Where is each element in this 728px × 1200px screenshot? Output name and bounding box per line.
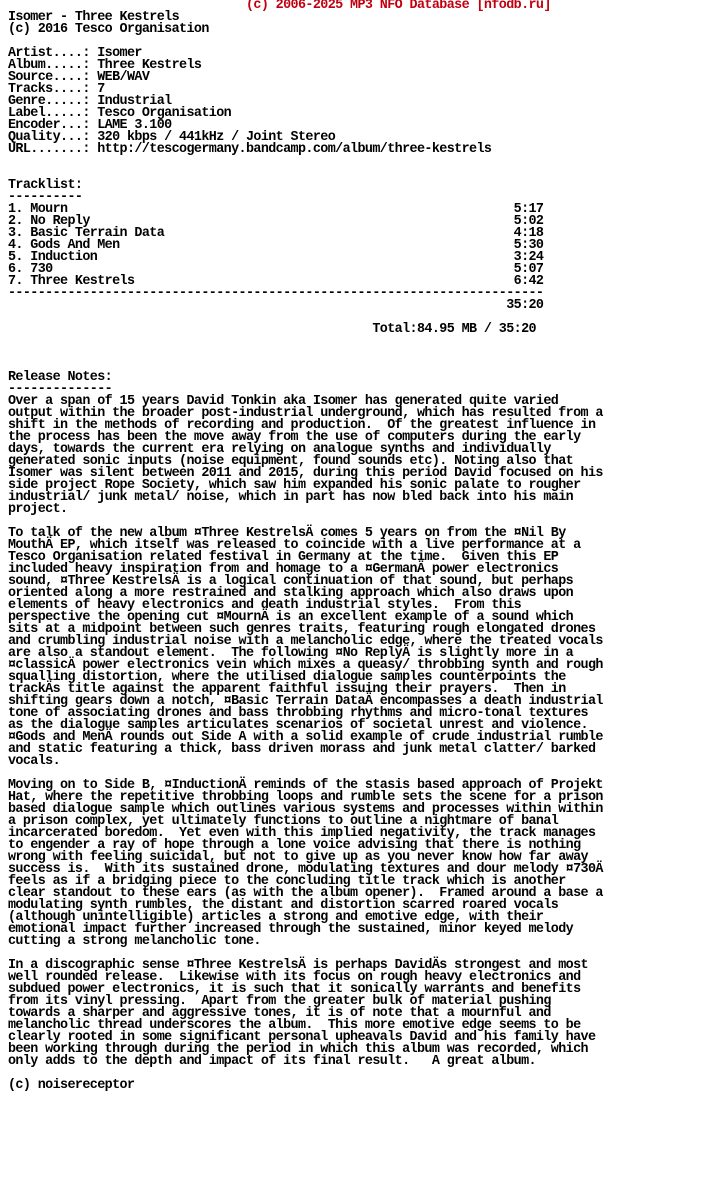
nfo-line: Tracks....: 7 [8, 82, 105, 97]
nfo-line: sits at a midpoint between such genres traits, featuring rough elongated drones [8, 622, 596, 637]
nfo-line: 6. 730 5:07 [8, 262, 544, 277]
nfo-line: only adds to the depth and impact of its final result. A great album. [8, 1054, 536, 1069]
nfo-line: ---------- [8, 190, 83, 205]
nfo-line: industrial/ junk metal/ noise, which in part has now bled back into his main [8, 490, 574, 505]
nfo-line: squalling distortion, where the utilised dialogue samples counterpoints the [8, 670, 566, 685]
nfo-line: 2. No Reply 5:02 [8, 214, 544, 229]
nfo-line: project. [8, 502, 68, 517]
nfo-line: tone of associating drones and bass throbbing rhythms and micro-tonal textures [8, 706, 588, 721]
nfo-line: (c) noisereceptor [8, 1078, 135, 1093]
nfo-line: 1. Mourn 5:17 [8, 202, 544, 217]
nfo-line: and static featuring a thick, bass driven morass and junk metal clatter/ barked [8, 742, 596, 757]
nfo-line: ------------------------------------------------------------------------ [8, 286, 544, 301]
nfo-line: Isomer - Three Kestrels [8, 10, 180, 25]
nfo-line: -------------- [8, 382, 113, 397]
nfo-line: incarcerated boredom. Yet even with this implied negativity, the track manages [8, 826, 596, 841]
nfo-line: based dialogue sample which outlines various systems and processes within within [8, 802, 603, 817]
nfo-line: well rounded release. Likewise with its focus on rough heavy electronics and [8, 970, 581, 985]
nfo-line: wrong with feeling suicidal, but not to give up as you never know how far away [8, 850, 588, 865]
nfo-line: Moving on to Side B, ¤InductionÄ reminds of the stasis based approach of Projekt [8, 778, 603, 793]
nfo-line: To talk of the new album ¤Three KestrelsÄ comes 5 years on from the ¤Nil By [8, 526, 566, 541]
nfo-line: side project Rope Society, which saw him expanded his sonic palate to rougher [8, 478, 581, 493]
nfo-line: success is. With its sustained drone, modulating textures and dour melody ¤730Ä [8, 862, 603, 877]
nfo-line: Source....: WEB/WAV [8, 70, 150, 85]
nfo-line: Genre.....: Industrial [8, 94, 172, 109]
nfo-line: elements of heavy electronics and death industrial styles. From this [8, 598, 522, 613]
nfo-line: the process has been the move away from the use of computers during the early [8, 430, 581, 445]
nfo-line: output within the broader post-industrial underground, which has resulted from a [8, 406, 603, 421]
nfo-line: oriented along a more restrained and stalking approach which also draws upon [8, 586, 574, 601]
nfo-line [8, 336, 728, 348]
nfo-line: Quality...: 320 kbps / 441kHz / Joint Stereo [8, 130, 336, 145]
nfo-line: URL.......: http://tescogermany.bandcamp.com/album/three-kestrels [8, 142, 492, 157]
nfo-line: and crumbling industrial noise with a melancholic edge, where the treated vocals [8, 634, 603, 649]
nfo-line: modulating synth rumbles, the distant and distortion scarred roared vocals [8, 898, 559, 913]
nfo-line [8, 168, 728, 180]
nfo-line: 7. Three Kestrels 6:42 [8, 274, 544, 289]
nfo-line: Release Notes: [8, 370, 113, 385]
nfo-line: towards a sharper and aggressive tones, it is of note that a mournful and [8, 1006, 551, 1021]
nfo-line: vocals. [8, 754, 61, 769]
nfo-line: trackÄs title against the apparent faithful issuing their prayers. Then in [8, 682, 566, 697]
nfo-line: MouthÄ EP, which itself was released to coincide with a live performance at a [8, 538, 581, 553]
nfo-line: ¤Gods and MenÄ rounds out Side A with a solid example of crude industrial rumble [8, 730, 603, 745]
nfo-line: (although unintelligible) articles a strong and emotive edge, with their [8, 910, 544, 925]
nfo-line: Over a span of 15 years David Tonkin aka Isomer has generated quite varied [8, 394, 559, 409]
nfo-line: Hat, where the repetitive throbbing loops and rumble sets the scene for a prison [8, 790, 603, 805]
nfo-line: as the dialogue samples articulates scenarios of societal unrest and violence. [8, 718, 588, 733]
nfo-line: 35:20 [8, 298, 544, 313]
nfo-line: 5. Induction 3:24 [8, 250, 544, 265]
nfo-line: perspective the opening cut ¤MournÄ is an excellent example of a sound which [8, 610, 574, 625]
nfo-line: Encoder...: LAME 3.100 [8, 118, 172, 133]
nfo-line: shifting gears down a notch, ¤Basic Terrain DataÄ encompasses a death industrial [8, 694, 603, 709]
nfo-line: included heavy inspiration from and homage to a ¤GermanÄ power electronics [8, 562, 559, 577]
nfo-line: a prison complex, yet ultimately functions to outline a nightmare of banal [8, 814, 559, 829]
nfo-line: 3. Basic Terrain Data 4:18 [8, 226, 544, 241]
nfo-line: Album.....: Three Kestrels [8, 58, 202, 73]
nfo-line: Isomer was silent between 2011 and 2015, during this period David focused on his [8, 466, 603, 481]
nfo-line: Tracklist: [8, 178, 83, 193]
nfo-line: been working through during the period in which this album was recorded, which [8, 1042, 588, 1057]
nfo-line: emotional impact further increased through the sustained, minor keyed melody [8, 922, 574, 937]
nfo-line [8, 156, 728, 168]
nfo-line: to engender a ray of hope through a lone voice advising that there is nothing [8, 838, 581, 853]
nfo-line: ¤classicÄ power electronics vein which mixes a queasy/ throbbing synth and rough [8, 658, 603, 673]
nfo-line [8, 348, 728, 360]
nfo-line: clear standout to these ears (as with the album opener). Framed around a base a [8, 886, 603, 901]
nfo-line: (c) 2016 Tesco Organisation [8, 22, 209, 37]
nfo-line: Artist....: Isomer [8, 46, 142, 61]
nfo-line: Label.....: Tesco Organisation [8, 106, 232, 121]
nfo-line: are also a standout element. The following ¤No ReplyÄ is slightly more in a [8, 646, 574, 661]
nfo-line: shift in the methods of recording and production. Of the greatest influence in [8, 418, 596, 433]
nfo-line: clearly rooted in some significant personal upheavals David and his family have [8, 1030, 596, 1045]
site-copyright-header: (c) 2006-2025 MP3 NFO Database [nfodb.ru] [8, 0, 551, 13]
nfo-line: subdued power electronics, it is such that it sonically warrants and benefits [8, 982, 581, 997]
nfo-line: feels as if a bridging piece to the concluding title track which is another [8, 874, 566, 889]
nfo-line: days, towards the current era relying on analogue synths and individually [8, 442, 551, 457]
nfo-line: Total:84.95 MB / 35:20 [8, 322, 536, 337]
nfo-line: 4. Gods And Men 5:30 [8, 238, 544, 253]
nfo-line: sound, ¤Three KestrelsÄ is a logical continuation of that sound, but perhaps [8, 574, 574, 589]
nfo-line: cutting a strong melancholic tone. [8, 934, 261, 949]
nfo-line: In a discographic sense ¤Three KestrelsÄ is perhaps DavidÄs strongest and most [8, 958, 588, 973]
nfo-line: from its vinyl pressing. Apart from the greater bulk of material pushing [8, 994, 551, 1009]
nfo-line: generated sonic inputs (noise equipment, found sounds etc). Noting also that [8, 454, 574, 469]
nfo-line [8, 360, 728, 372]
nfo-line: Tesco Organisation related festival in Germany at the time. Given this EP [8, 550, 559, 565]
nfo-line: melancholic thread underscores the album. This more emotive edge seems to be [8, 1018, 581, 1033]
